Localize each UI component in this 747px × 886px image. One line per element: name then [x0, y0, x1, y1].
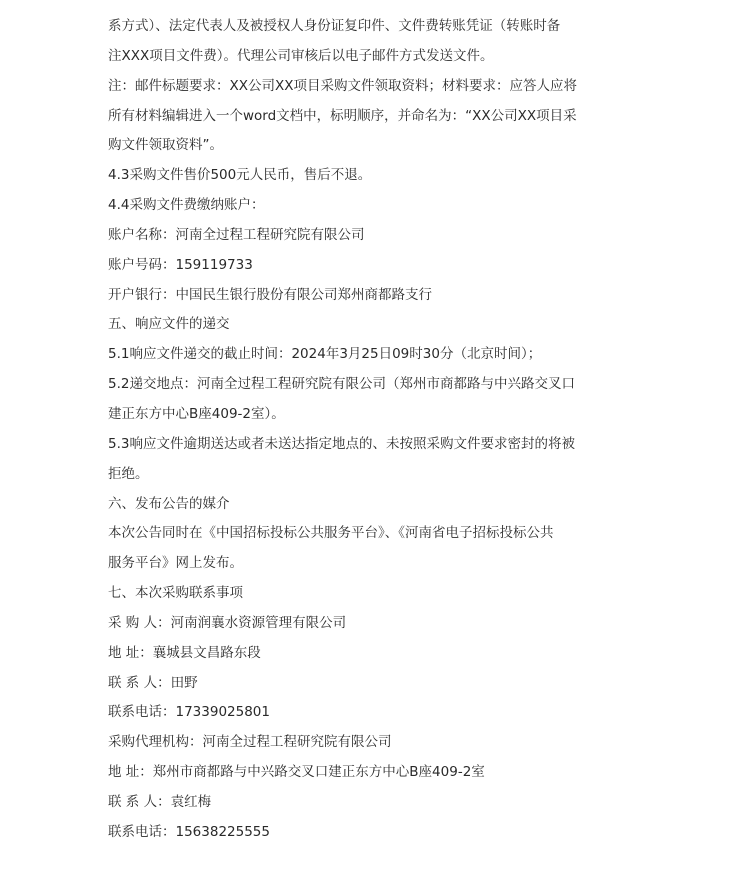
section-heading: 五、响应文件的递交 [108, 316, 230, 333]
text-line: 服务平台》网上发布。 [108, 555, 243, 572]
text-line: 拒绝。 [108, 465, 149, 482]
account-name-line: 账户名称：河南全过程工程研究院有限公司 [108, 226, 365, 243]
text-line: 4.4采购文件费缴纳账户： [108, 197, 265, 214]
purchaser-contact-line: 联 系 人：田野 [108, 674, 198, 691]
agency-contact-line: 联 系 人：袁红梅 [108, 793, 212, 810]
agency-phone-line: 联系电话：15638225555 [108, 823, 270, 840]
text-line: 建正东方中心B座409-2室）。 [108, 405, 285, 422]
purchaser-phone-line: 联系电话：17339025801 [108, 704, 270, 721]
document-body [108, 12, 638, 848]
text-line: 注：邮件标题要求：XX公司XX项目采购文件领取资料；材料要求：应答人应将 [108, 77, 577, 94]
purchaser-line: 采 购 人：河南润襄水资源管理有限公司 [108, 614, 347, 631]
purchaser-address-line: 地 址：襄城县文昌路东段 [108, 644, 261, 661]
text-line: 本次公告同时在《中国招标投标公共服务平台》、《河南省电子招标投标公共 [108, 525, 554, 542]
text-line: 购文件领取资料”。 [108, 137, 223, 154]
text-line: 5.2递交地点：河南全过程工程研究院有限公司（郑州市商都路与中兴路交叉口 [108, 376, 575, 393]
section-heading: 七、本次采购联系事项 [108, 585, 243, 602]
text-line: 注XXX项目文件费）。代理公司审核后以电子邮件方式发送文件。 [108, 47, 494, 64]
text-line: 5.1响应文件递交的截止时间：2024年3月25日09时30分（北京时间）； [108, 346, 542, 363]
bank-line: 开户银行：中国民生银行股份有限公司郑州商都路支行 [108, 286, 432, 303]
text-line: 4.3采购文件售价500元人民币，售后不退。 [108, 167, 372, 184]
agency-address-line: 地 址：郑州市商都路与中兴路交叉口建正东方中心B座409-2室 [108, 764, 485, 781]
text-line: 系方式）、法定代表人及被授权人身份证复印件、文件费转账凭证（转账时备 [108, 18, 561, 34]
account-number-line: 账户号码：159119733 [108, 256, 253, 273]
text-line: 5.3响应文件逾期送达或者未送达指定地点的、未按照采购文件要求密封的将被 [108, 435, 575, 452]
section-heading: 六、发布公告的媒介 [108, 495, 230, 512]
agency-line: 采购代理机构：河南全过程工程研究院有限公司 [108, 734, 392, 751]
text-line: 所有材料编辑进入一个word文档中，标明顺序，并命名为：“XX公司XX项目采 [108, 107, 577, 124]
